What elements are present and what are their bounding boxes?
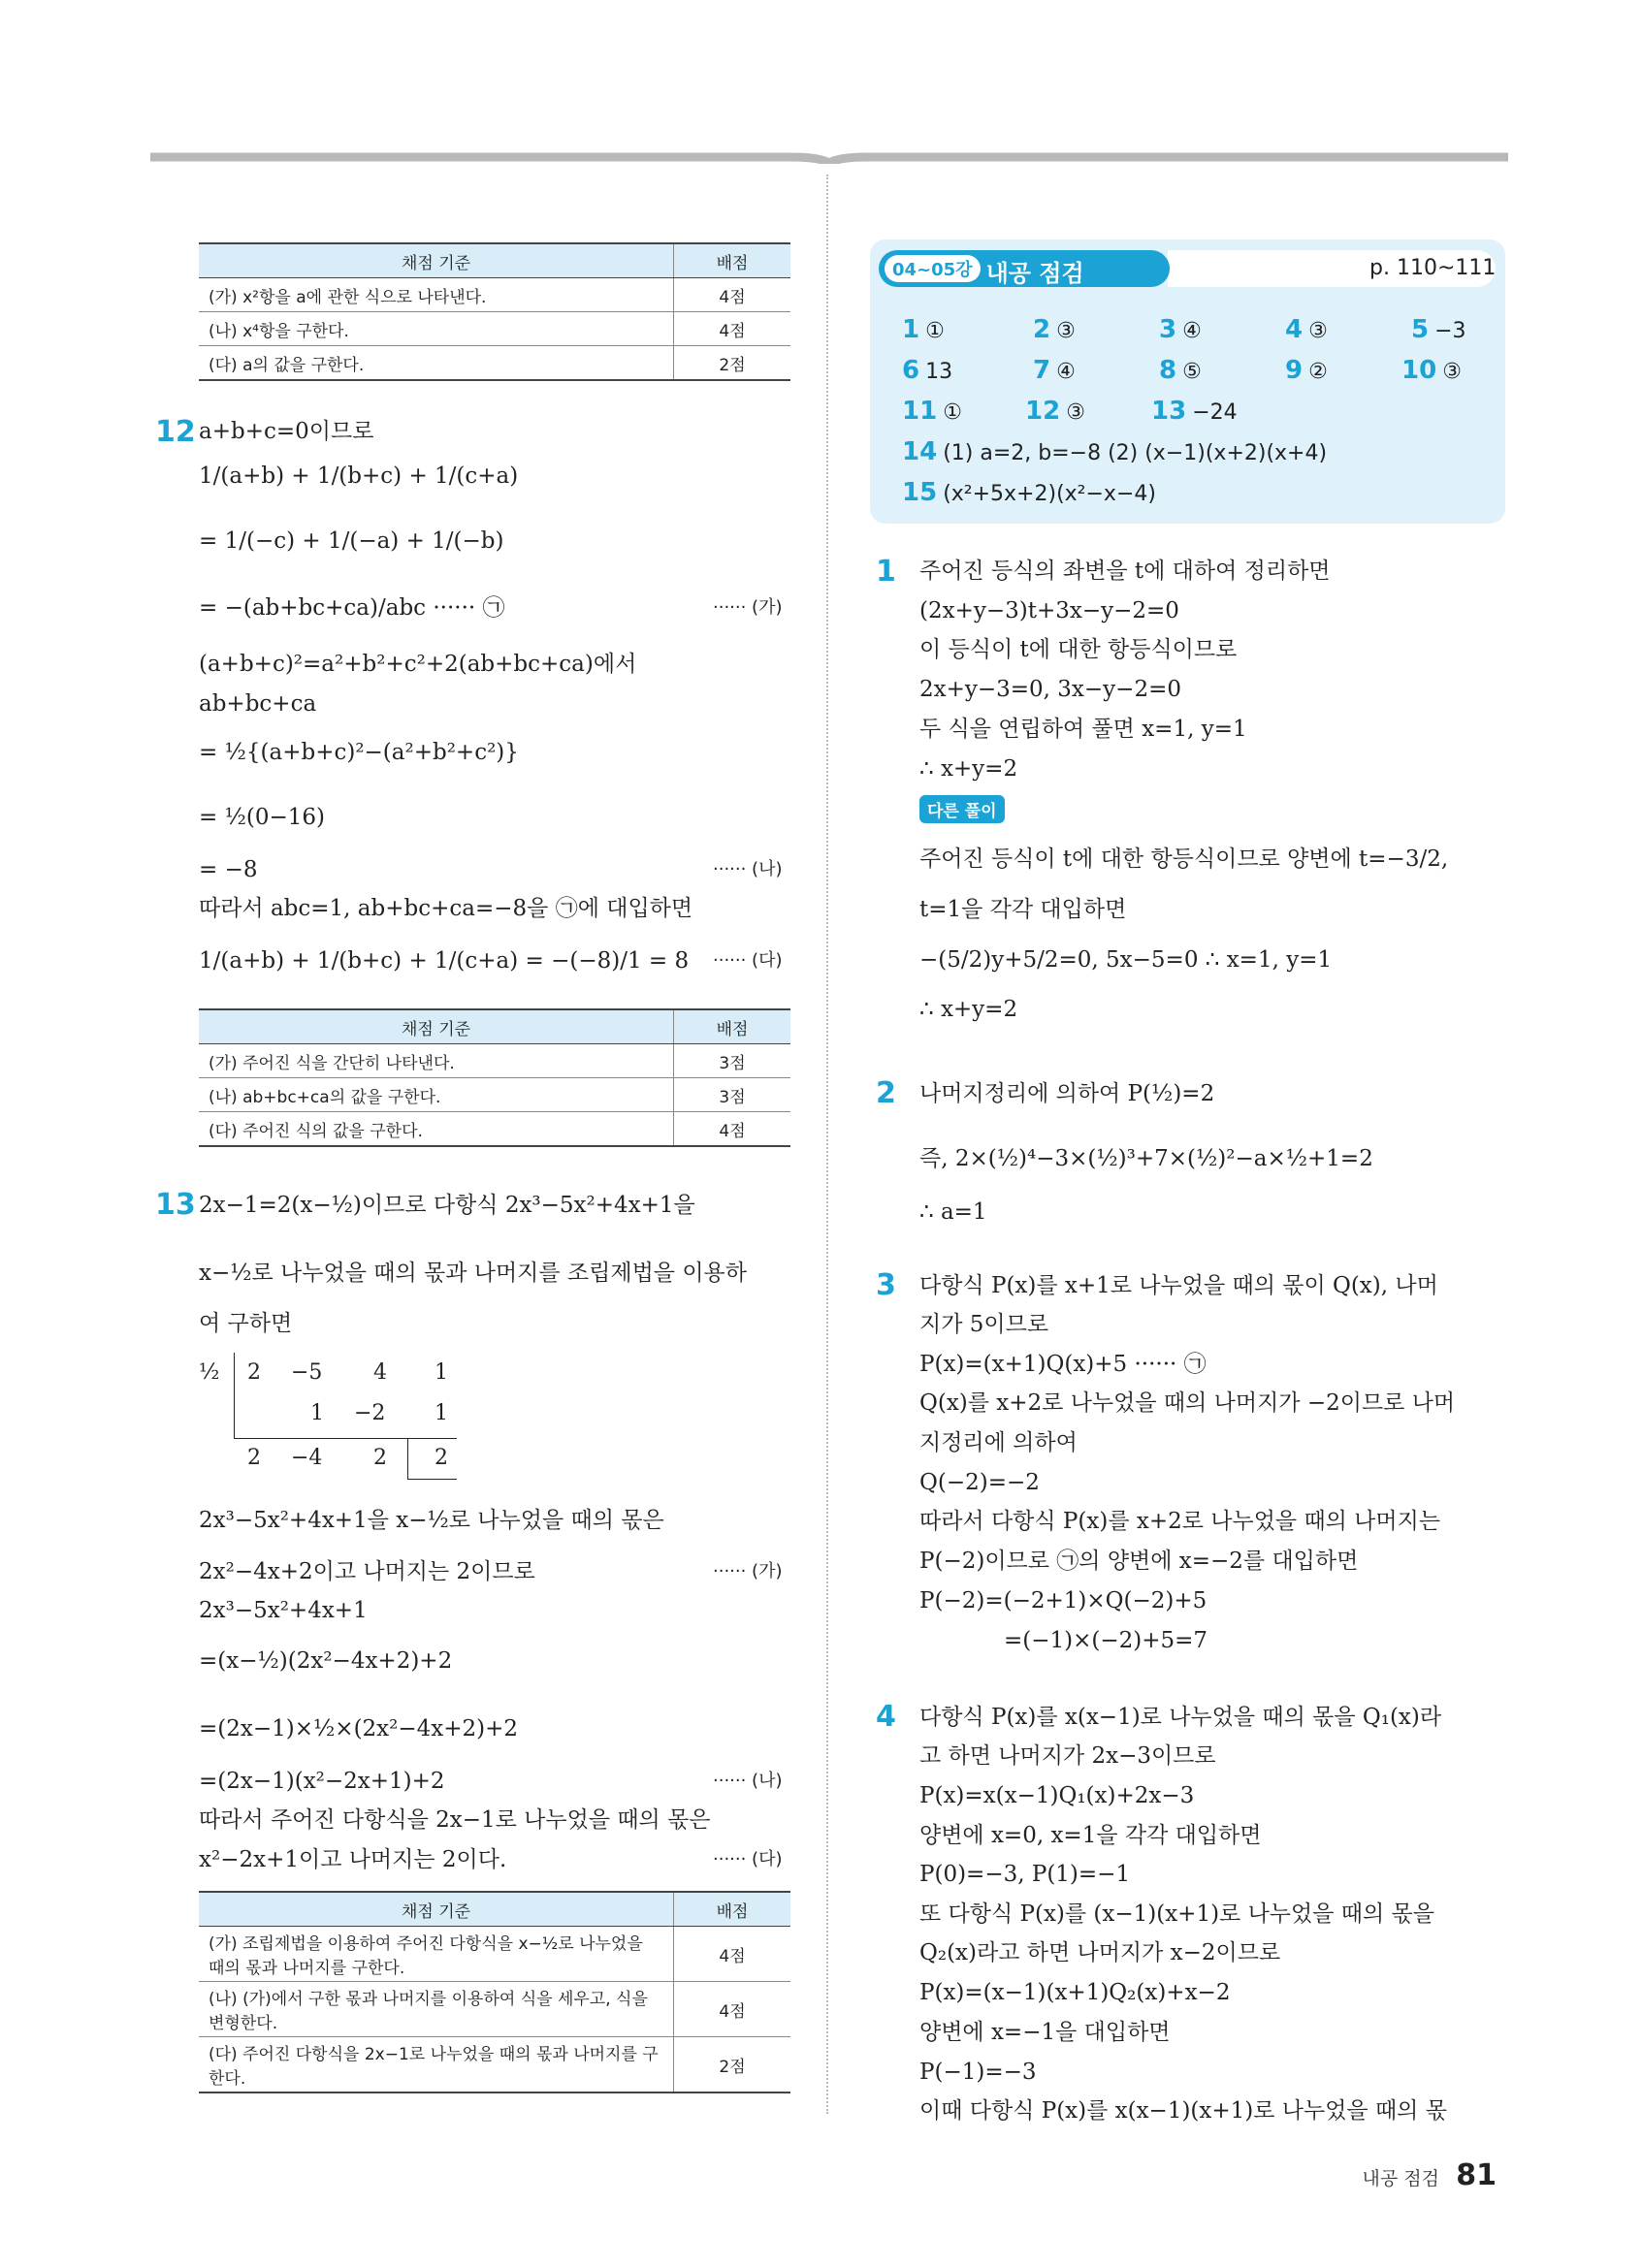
- table-row: (나) (가)에서 구한 몫과 나머지를 이용하여 식을 세우고, 식을 변형한다. 4점: [199, 1982, 790, 2037]
- solution-line: = ½(0−16): [199, 805, 325, 830]
- answer-item: 13 −24: [1151, 397, 1238, 426]
- answer-item: 5 −3: [1411, 315, 1466, 344]
- answer-item: 1 ①: [902, 315, 945, 344]
- answer-box-title: [879, 250, 1170, 287]
- solution-line: =(2x−1)(x²−2x+1)+2: [199, 1769, 445, 1794]
- solution-line: 지정리에 의하여: [919, 1430, 1078, 1455]
- synth-cell: 1: [310, 1401, 324, 1425]
- solution-line: 따라서 abc=1, ab+bc+ca=−8을 ㉠에 대입하면: [199, 896, 693, 921]
- solution-line: 2x³−5x²+4x+1을 x−½로 나누었을 때의 몫은: [199, 1508, 664, 1533]
- table-header: 채점 기준: [199, 243, 674, 278]
- table-row: (다) 주어진 다항식을 2x−1로 나누었을 때의 몫과 나머지를 구한다. 2점: [199, 2037, 790, 2093]
- solution-line: P(x)=(x+1)Q(x)+5 ······ ㉠: [919, 1352, 1207, 1377]
- answer-item: 8 ⑤: [1159, 356, 1202, 385]
- synth-cell: −4: [291, 1446, 323, 1470]
- answer-item: 11 ①: [902, 397, 962, 426]
- solution-line: ∴ x+y=2: [919, 756, 1018, 782]
- solution-line: 다항식 P(x)를 x+1로 나누었을 때의 몫이 Q(x), 나머: [919, 1273, 1438, 1298]
- answer-item: 6 13: [902, 356, 953, 385]
- synth-cell: 2: [435, 1446, 448, 1470]
- solution-line: Q(−2)=−2: [919, 1470, 1040, 1495]
- answer-item: 12 ③: [1025, 397, 1085, 426]
- solution-line: = −8: [199, 857, 258, 882]
- step-mark: ······ (다): [713, 1849, 783, 1869]
- solution-line: a+b+c=0이므로: [199, 419, 374, 444]
- solution-line: 주어진 등식이 t에 대한 항등식이므로 양변에 t=−3/2,: [919, 847, 1449, 872]
- box-title: 내공 점검: [985, 260, 1084, 287]
- step-mark: ······ (다): [713, 950, 783, 971]
- lesson-tag: 04~05강: [885, 255, 981, 282]
- page-ref: p. 110~111: [1369, 256, 1497, 280]
- table-header: 채점 기준: [199, 1009, 674, 1044]
- solution-line: x²−2x+1이고 나머지는 2이다.: [199, 1847, 507, 1872]
- solution-line: Q₂(x)라고 하면 나머지가 x−2이므로: [919, 1940, 1281, 1965]
- solution-line: ∴ a=1: [919, 1199, 987, 1225]
- solution-line: 2x+y−3=0, 3x−y−2=0: [919, 677, 1181, 702]
- solution-line: 또 다항식 P(x)를 (x−1)(x+1)로 나누었을 때의 몫을: [919, 1901, 1434, 1927]
- table-header: 배점: [674, 1892, 791, 1927]
- synthetic-division: [199, 1353, 461, 1479]
- footer-label: 내공 점검: [1362, 2168, 1439, 2189]
- solution-line: 고 하면 나머지가 2x−3이므로: [919, 1743, 1216, 1769]
- solution-number-4: 4: [876, 1700, 896, 1734]
- solution-line: =(−1)×(−2)+5=7: [1004, 1628, 1208, 1653]
- solution-number-3: 3: [876, 1268, 896, 1302]
- solution-line: 두 식을 연립하여 풀면 x=1, y=1: [919, 717, 1247, 742]
- synth-cell: 4: [373, 1360, 387, 1385]
- step-mark: ······ (가): [713, 1561, 783, 1581]
- synth-cell: 2: [247, 1446, 261, 1470]
- solution-line: (a+b+c)²=a²+b²+c²+2(ab+bc+ca)에서: [199, 652, 637, 677]
- problem-number-12: 12: [155, 415, 196, 449]
- solution-line: Q(x)를 x+2로 나누었을 때의 나머지가 −2이므로 나머: [919, 1390, 1456, 1416]
- solution-line: 즉, 2×(½)⁴−3×(½)³+7×(½)²−a×½+1=2: [919, 1146, 1373, 1171]
- step-mark: ······ (나): [713, 859, 783, 879]
- answer-item: 7 ④: [1033, 356, 1076, 385]
- answer-item: 4 ③: [1285, 315, 1328, 344]
- answer-item: 14 (1) a=2, b=−8 (2) (x−1)(x+2)(x+4): [902, 437, 1328, 466]
- solution-line: 2x−1=2(x−½)이므로 다항식 2x³−5x²+4x+1을: [199, 1193, 695, 1218]
- synth-cell: 2: [247, 1360, 261, 1385]
- answer-item: 9 ②: [1285, 356, 1328, 385]
- solution-line: x−½로 나누었을 때의 몫과 나머지를 조립제법을 이용하: [199, 1261, 747, 1286]
- problem-number-13: 13: [155, 1188, 196, 1222]
- answer-item: 2 ③: [1033, 315, 1076, 344]
- column-divider: [826, 175, 828, 2114]
- synth-cell: 1: [435, 1360, 448, 1385]
- table-row: (가) x²항을 a에 관한 식으로 나타낸다. 4점: [199, 278, 790, 312]
- solution-number-2: 2: [876, 1076, 896, 1110]
- solution-line: P(x)=(x−1)(x+1)Q₂(x)+x−2: [919, 1980, 1231, 2005]
- solution-line: = ½{(a+b+c)²−(a²+b²+c²)}: [199, 740, 519, 765]
- score-table-12: [199, 1008, 790, 1147]
- solution-line: =(x−½)(2x²−4x+2)+2: [199, 1648, 453, 1674]
- solution-line: t=1을 각각 대입하면: [919, 897, 1127, 922]
- solution-line: 양변에 x=0, x=1을 각각 대입하면: [919, 1823, 1262, 1848]
- solution-line: P(−1)=−3: [919, 2060, 1037, 2085]
- solution-line: 지가 5이므로: [919, 1312, 1049, 1337]
- synth-divisor: ½: [199, 1360, 220, 1385]
- synth-cell: −2: [354, 1401, 386, 1425]
- step-mark: ······ (나): [713, 1771, 783, 1791]
- solution-line: =(2x−1)×½×(2x²−4x+2)+2: [199, 1716, 519, 1741]
- solution-line: 따라서 주어진 다항식을 2x−1로 나누었을 때의 몫은: [199, 1807, 711, 1833]
- page-footer: [1362, 2158, 1497, 2192]
- table-header: 배점: [674, 243, 791, 278]
- solution-line: = −(ab+bc+ca)/abc ······ ㉠: [199, 595, 505, 621]
- solution-line: P(x)=x(x−1)Q₁(x)+2x−3: [919, 1783, 1195, 1808]
- solution-line: = 1/(−c) + 1/(−a) + 1/(−b): [199, 528, 504, 554]
- solution-line: ab+bc+ca: [199, 691, 317, 717]
- solution-line: ∴ x+y=2: [919, 997, 1018, 1022]
- synth-cell: 1: [435, 1401, 448, 1425]
- table-row: (다) a의 값을 구한다. 2점: [199, 346, 790, 381]
- solution-line: 이 등식이 t에 대한 항등식이므로: [919, 637, 1238, 662]
- step-mark: ······ (가): [713, 597, 783, 618]
- solution-line: 다항식 P(x)를 x(x−1)로 나누었을 때의 몫을 Q₁(x)라: [919, 1705, 1442, 1730]
- answer-item: 3 ④: [1159, 315, 1202, 344]
- page-number: 81: [1456, 2158, 1497, 2192]
- solution-line: 따라서 다항식 P(x)를 x+2로 나누었을 때의 나머지는: [919, 1509, 1441, 1534]
- score-table-11: [199, 242, 790, 381]
- table-row: (나) ab+bc+ca의 값을 구한다. 3점: [199, 1078, 790, 1112]
- solution-line: 양변에 x=−1을 대입하면: [919, 2020, 1171, 2045]
- table-row: (다) 주어진 식의 값을 구한다. 4점: [199, 1112, 790, 1147]
- solution-line: 2x²−4x+2이고 나머지는 2이므로: [199, 1559, 535, 1584]
- solution-line: 이때 다항식 P(x)를 x(x−1)(x+1)로 나누었을 때의 몫: [919, 2098, 1447, 2124]
- solution-line: 나머지정리에 의하여 P(½)=2: [919, 1081, 1215, 1106]
- synth-cell: −5: [291, 1360, 323, 1385]
- answer-item: 15 (x²+5x+2)(x²−x−4): [902, 478, 1156, 507]
- solution-number-1: 1: [876, 555, 896, 589]
- solution-line: 2x³−5x²+4x+1: [199, 1598, 368, 1623]
- solution-line: P(−2)이므로 ㉠의 양변에 x=−2를 대입하면: [919, 1549, 1359, 1574]
- synth-cell: 2: [373, 1446, 387, 1470]
- table-row: (가) 주어진 식을 간단히 나타낸다. 3점: [199, 1044, 790, 1078]
- solution-line: 1/(a+b) + 1/(b+c) + 1/(c+a) = −(−8)/1 = 8: [199, 948, 690, 974]
- score-table-13: [199, 1891, 790, 2093]
- top-divider: [150, 150, 1508, 164]
- solution-line: 여 구하면: [199, 1311, 293, 1336]
- table-row: (나) x⁴항을 구한다. 4점: [199, 312, 790, 346]
- table-header: 채점 기준: [199, 1892, 674, 1927]
- alt-solution-badge: 다른 풀이: [919, 795, 1005, 823]
- answer-item: 10 ③: [1401, 356, 1462, 385]
- solution-line: 1/(a+b) + 1/(b+c) + 1/(c+a): [199, 463, 519, 489]
- solution-line: −(5/2)y+5/2=0, 5x−5=0 ∴ x=1, y=1: [919, 947, 1333, 973]
- solution-line: 주어진 등식의 좌변을 t에 대하여 정리하면: [919, 559, 1331, 584]
- table-row: (가) 조립제법을 이용하여 주어진 다항식을 x−½로 나누었을 때의 몫과 나머지를 구한다. 4점: [199, 1927, 790, 1982]
- solution-line: P(0)=−3, P(1)=−1: [919, 1862, 1131, 1887]
- solution-line: (2x+y−3)t+3x−y−2=0: [919, 598, 1179, 623]
- solution-line: P(−2)=(−2+1)×Q(−2)+5: [919, 1588, 1207, 1613]
- table-header: 배점: [674, 1009, 791, 1044]
